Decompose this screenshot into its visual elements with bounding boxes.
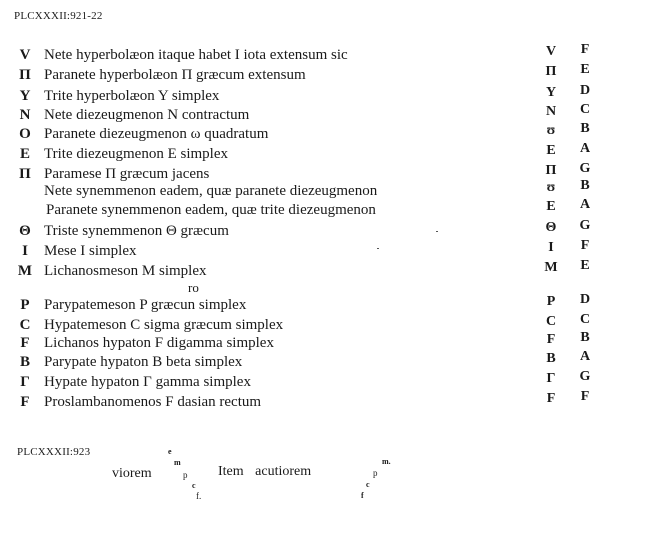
- right-letter: E: [580, 62, 590, 77]
- notation-letter: p: [183, 470, 188, 480]
- left-symbol: F: [546, 391, 556, 406]
- right-letter: D: [579, 292, 591, 307]
- left-symbol: Γ: [546, 371, 556, 386]
- interlinear-note: ro: [188, 280, 199, 295]
- right-letter: G: [579, 161, 591, 176]
- notation-word-left: viorem: [112, 466, 152, 481]
- left-symbol: ʊ: [546, 123, 556, 138]
- right-letter: B: [580, 121, 590, 136]
- notation-letter: f.: [196, 491, 202, 501]
- right-letter: F: [580, 42, 590, 57]
- row-text: Trite hyperbolæon Y simplex: [44, 88, 220, 104]
- notation-letter: m.: [382, 457, 391, 466]
- left-symbol: N: [545, 104, 557, 119]
- left-symbol: Y: [545, 85, 557, 100]
- row-symbol: M: [17, 263, 33, 279]
- left-symbol: E: [546, 199, 556, 214]
- right-letter: E: [580, 258, 590, 273]
- row-symbol: O: [19, 126, 31, 142]
- row-text: Nete diezeugmenon N contractum: [44, 107, 250, 123]
- row-symbol: Θ: [19, 223, 31, 239]
- row-text: Paranete diezeugmenon ω quadratum: [44, 126, 269, 142]
- left-symbol: B: [546, 351, 556, 366]
- row-text: Paranete synemmenon eadem, quæ trite diezeugmenon: [46, 202, 376, 218]
- row-symbol: F: [20, 394, 30, 410]
- notation-letter: f: [361, 491, 364, 500]
- left-symbol: M: [544, 260, 558, 275]
- row-symbol: P: [20, 297, 30, 313]
- right-letter: B: [580, 178, 590, 193]
- row-text: Hypatemeson C sigma græcum simplex: [44, 317, 284, 333]
- top-reference: PLCXXXII:921-22: [14, 10, 103, 22]
- row-symbol: F: [20, 335, 30, 351]
- row-symbol: Y: [19, 88, 31, 104]
- right-letter: F: [580, 238, 590, 253]
- bottom-reference: PLCXXXII:923: [17, 446, 91, 458]
- row-text: Parypate hypaton B beta simplex: [44, 354, 243, 370]
- right-letter: G: [579, 369, 591, 384]
- left-symbol: Θ: [545, 220, 557, 235]
- row-text: Paranete hyperbolæon Π græcum extensum: [44, 67, 306, 83]
- left-symbol: Π: [545, 64, 557, 79]
- row-symbol: B: [19, 354, 30, 370]
- right-letter: C: [579, 102, 591, 117]
- notation-letter: c: [192, 481, 196, 490]
- left-symbol: I: [548, 240, 554, 255]
- row-text: Hypate hypaton Γ gamma simplex: [44, 374, 251, 390]
- right-letter: B: [580, 330, 590, 345]
- left-symbol: Π: [545, 163, 557, 178]
- row-text: Mese I simplex: [44, 243, 137, 259]
- left-symbol: F: [546, 332, 556, 347]
- left-symbol: E: [546, 143, 556, 158]
- row-symbol: Π: [19, 166, 31, 182]
- notation-words-middle: Item acutiorem: [218, 464, 312, 479]
- row-symbol: E: [19, 146, 30, 162]
- row-text: Triste synemmenon Θ græcum: [44, 223, 229, 239]
- right-letter: A: [579, 197, 591, 212]
- notation-letter: e: [168, 447, 172, 456]
- left-symbol: V: [545, 44, 557, 59]
- row-text: Parypatemeson P græcun simplex: [44, 297, 247, 313]
- speck: [377, 248, 379, 249]
- row-text: Lichanos hypaton F digamma simplex: [44, 335, 274, 351]
- right-letter: D: [579, 83, 591, 98]
- right-letter: F: [580, 389, 590, 404]
- row-symbol: Π: [19, 67, 31, 83]
- row-text: Nete hyperbolæon itaque habet I iota extensum sic: [44, 47, 348, 63]
- row-symbol: I: [22, 243, 28, 259]
- left-symbol: C: [545, 314, 557, 329]
- row-symbol: Γ: [20, 374, 30, 390]
- left-symbol: ʊ: [546, 180, 556, 195]
- row-symbol: V: [19, 47, 31, 63]
- right-letter: A: [579, 141, 591, 156]
- row-text: Paramese Π græcum jacens: [44, 166, 210, 182]
- right-letter: G: [579, 218, 591, 233]
- row-text: Proslambanomenos F dasian rectum: [44, 394, 262, 410]
- row-symbol: C: [19, 317, 31, 333]
- right-letter: C: [579, 312, 591, 327]
- notation-letter: c: [366, 480, 370, 489]
- left-symbol: P: [546, 294, 556, 309]
- row-text: Trite diezeugmenon E simplex: [44, 146, 228, 162]
- notation-letter: p: [373, 468, 378, 478]
- right-letter: A: [579, 349, 591, 364]
- notation-letter: m: [174, 458, 181, 467]
- speck: [436, 231, 438, 232]
- row-text: Lichanosmeson M simplex: [44, 263, 207, 279]
- row-symbol: N: [19, 107, 31, 123]
- row-text: Nete synemmenon eadem, quæ paranete diezeugmenon: [44, 183, 378, 199]
